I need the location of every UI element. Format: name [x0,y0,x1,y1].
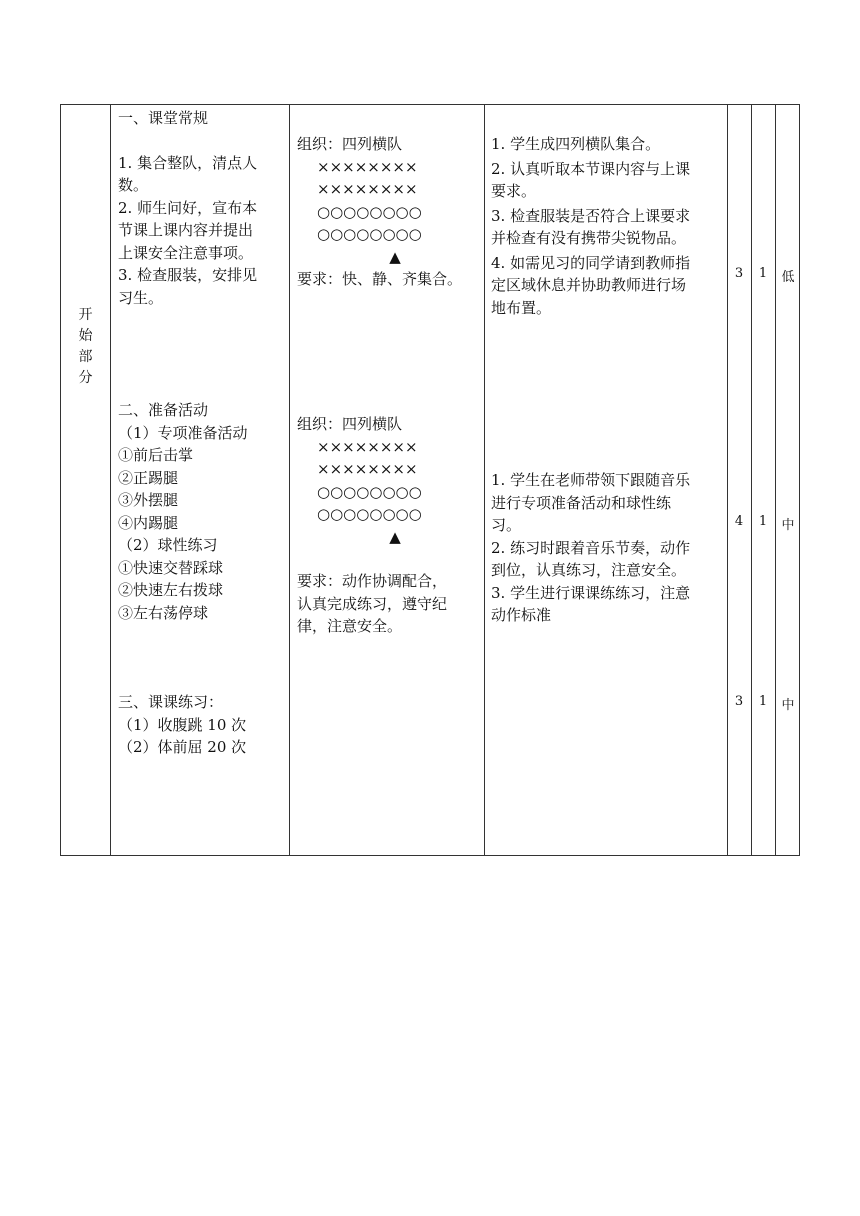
activity-line: 3. 检查服装是否符合上课要求 [491,206,691,225]
activity-line: 动作标准 [491,606,552,624]
block-heading: 一、课堂常规 [118,109,209,127]
section-label-char: 部 [78,349,93,365]
activity-line: 习。 [491,516,522,534]
formation-row: ○○○○○○○○ [317,225,422,243]
metric-time: 3 [734,266,744,281]
content-line: （2）体前屈 20 次 [118,738,247,756]
requirement-line: 要求：快、静、齐集合。 [297,270,463,288]
activity-line: 进行专项准备活动和球性练 [491,493,672,512]
metric-intensity: 中 [781,518,795,533]
organization-title: 组织：四列横队 [297,135,403,153]
section-label-char: 分 [78,370,93,386]
formation-row: ×××××××× [317,460,418,478]
activity-line: 3. 学生进行课课练练习，注意 [491,583,691,602]
student-activity-block-1 [491,133,727,319]
content-line: ④内踢腿 [118,513,179,532]
organization-block-2 [297,413,483,638]
section-label-char: 开 [78,307,93,323]
content-line: ②快速左右拨球 [118,581,224,599]
section-label [61,305,110,389]
content-line: 节课上课内容并提出 [118,221,254,239]
metric-time: 4 [734,514,744,529]
content-line: 上课安全注意事项。 [118,243,254,262]
organization-block-1 [297,133,483,291]
block-heading: 二、准备活动 [118,401,209,419]
activity-line: 地布置。 [491,298,552,317]
activity-line: 1. 学生成四列横队集合。 [491,135,661,153]
requirement-line: 律，注意安全。 [297,617,403,635]
lesson-plan-table [60,104,800,856]
activity-line: 要求。 [491,182,537,200]
content-line: ①前后击掌 [118,446,194,464]
requirement-line: 认真完成练习，遵守纪 [297,594,448,613]
content-line: ②正踢腿 [118,468,179,487]
column-divider [751,105,752,855]
metric-count: 1 [758,514,768,529]
column-divider [484,105,485,855]
column-divider [110,105,111,855]
content-line: 2. 师生问好，宣布本 [118,198,258,217]
activity-line: 到位，认真练习，注意安全。 [491,561,687,579]
content-line: 1. 集合整队，清点人 [118,153,258,172]
formation-row: ×××××××× [317,437,418,456]
teacher-marker-icon: ▲ [389,527,401,546]
formation-row: ×××××××× [317,157,418,176]
requirement-line: 要求：动作协调配合， [297,572,448,590]
content-block-routine [118,107,286,309]
column-divider [289,105,290,855]
activity-line: 2. 练习时跟着音乐节奏，动作 [491,538,691,557]
metric-count: 1 [758,266,768,281]
content-line: ③外摆腿 [118,491,179,509]
metric-intensity: 低 [781,270,795,285]
student-activity-block-2 [491,469,727,627]
block-heading: 三、课课练习： [118,693,224,711]
content-line: （1）收腹跳 10 次 [118,715,247,734]
activity-line: 4. 如需见习的同学请到教师指 [491,253,691,272]
metric-intensity: 中 [781,698,795,713]
content-line: 习生。 [118,288,164,307]
content-block-warmup [118,399,286,624]
activity-line: 1. 学生在老师带领下跟随音乐 [491,471,691,489]
column-divider [727,105,728,855]
teacher-marker-icon: ▲ [389,247,401,266]
formation-row: ○○○○○○○○ [317,202,422,221]
content-block-exercise [118,691,286,759]
organization-title: 组织：四列横队 [297,415,403,433]
content-line: ①快速交替踩球 [118,558,224,577]
content-line: 3. 检查服装，安排见 [118,266,258,284]
activity-line: 2. 认真听取本节课内容与上课 [491,159,691,178]
activity-line: 定区域休息并协助教师进行场 [491,276,687,294]
activity-line: 并检查有没有携带尖锐物品。 [491,229,687,247]
formation-row: ○○○○○○○○ [317,505,422,523]
formation-row: ○○○○○○○○ [317,482,422,501]
content-line: （1）专项准备活动 [118,423,248,442]
metric-count: 1 [758,694,768,709]
metric-time: 3 [734,694,744,709]
content-line: （2）球性练习 [118,536,218,554]
column-divider [775,105,776,855]
content-line: ③左右荡停球 [118,603,209,622]
formation-row: ×××××××× [317,180,418,198]
content-line: 数。 [118,176,149,194]
section-label-char: 始 [78,328,93,344]
